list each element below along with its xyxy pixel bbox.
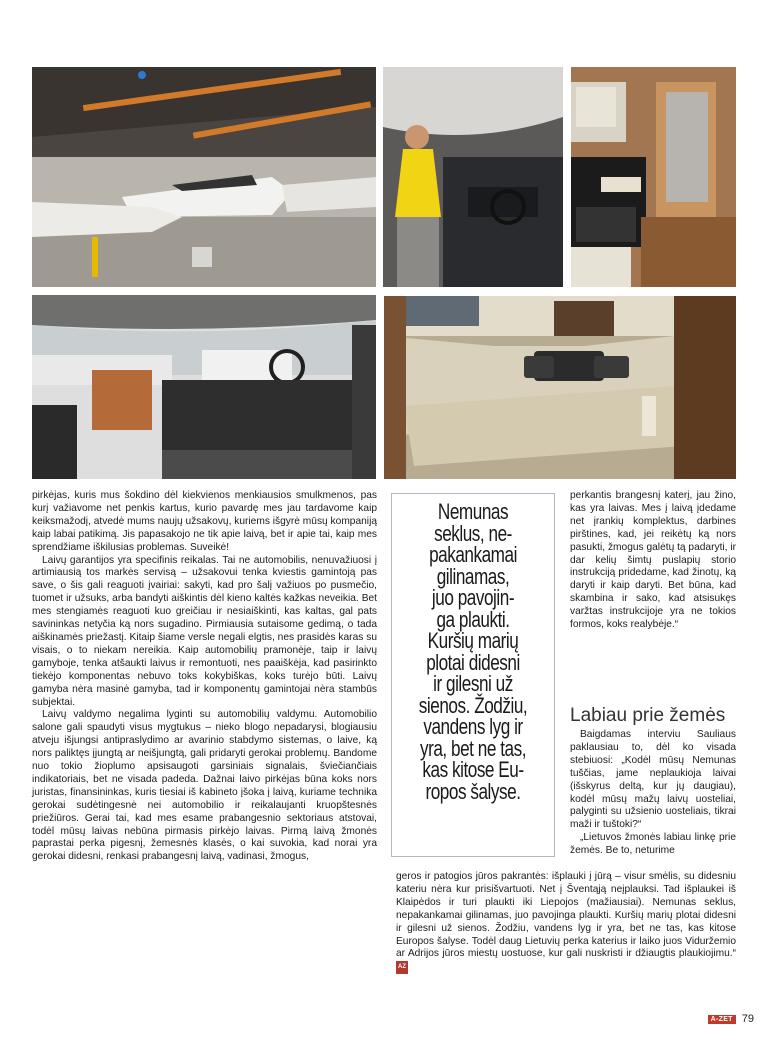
- section-subheading: Labiau prie žemės: [570, 705, 726, 726]
- article-column-3: [570, 490, 736, 632]
- shipyard-hall-photo: [32, 67, 376, 287]
- paragraph: pirkėjas, kuris mus šokdino dėl kiekvienos menkiausios smulkmenos, pas kurį važiavome net penkis kartus, kurio pavardę mes jau tardavome kaip keiksmažodį, atvedė mums naujų užsakovų, kuriems išgyrė mūsų kompaniją kaip labai patikimą. Jis papasakojo ne tik apie laivą, bet ir apie tai, kaip mes sprendžiame iškilusias problemas. Suveikė!: [32, 490, 377, 553]
- pull-quote-line: ga plaukti.: [436, 606, 510, 632]
- pull-quote-line: Kuršių marių: [427, 628, 519, 653]
- paragraph: Laivų valdymo negalima lyginti su automobilių valdymu. Automobilio salone gali spaudyti visus mygtukus – nieko blogo nepadarysi, blogiausiu atveju išjungsi antipraslydimo ar avarinio stabdymo sistemas, o laive, ką nors paliktęs įjungtą ar neišjungtą, gali pridaryti gerokai problemų. Bandome nuo tokio žioplumo apsisaugoti garsiniais signalais, šviečiančiais indikatoriais, bet ne visada padeda. Dažnai laivo pirkėjas būna koks nors juristas, finansininkas, kuris tiesiai iš kabineto įšoka į laivą, kuriame technika gerokai sudėtingesnė nei automobilio ir reikalaujanti kruopštesnės priežiūros. Gerai tai, kad mes esame prabangesnio sektoriaus atstovai, todėl mūsų laivas nebūna pirmasis pirkėjo laivas. Pirmą laivą žmonės paprastai perka pigesnį, žemesnės klasės, o kai suvokia, kad norai yra gerokai didesni, renkasi prabangesnį laivą, vadinasi, žmogus,: [32, 709, 377, 863]
- article-column-1: [32, 490, 377, 864]
- end-mark-icon: AZ: [396, 961, 408, 974]
- pull-quote-line: yra, bet ne tas,: [419, 735, 527, 761]
- paragraph: Laivų garantijos yra specifinis reikalas. Tai ne automobilis, nenuvažiuosi į artimiausią tos markės servisą – užsakovui tenka kviestis gamintoją pas save, o šis gali reaguoti įvairiai: sakyti, kad pro šalį važiuos po pusmečio, tuomet ir užsuks, arba bandyti aiškintis dėl kieno kaltės kažkas neveikia. Bet mes stengiamės reaguoti kuo greičiau ir nesiaiškinti, kas kaltas, gal pats savininkas netyčia ką nors sugadino. Pirmiausia sutaisome gedimą, o tada aiškinamės priežastį. Kitaip šiame versle negali elgtis, nes prasidės karas su visais, o to niekam nereikia. Kaip automobilių pramonėje, taip ir laivų gamyboje, tenka atšaukti laivus ir remontuoti, nes paaiškėja, kad pasirinkto tiekėjo komponentas nebuvo toks kokybiškas, koks turėjo būti. Laivų gamyba nėra masinė gamyba, tad ir komponentų gamintojai nėra stambūs subjektai.: [32, 554, 377, 708]
- pull-quote-line: gilinamas,: [436, 563, 510, 589]
- pull-quote-line: Nemunas: [437, 499, 509, 524]
- pull-quote-line: sienos. Žodžiu,: [418, 692, 528, 718]
- pull-quote-line: seklus, ne-: [434, 520, 512, 546]
- pull-quote-line: ropos šalyse.: [425, 778, 521, 804]
- pull-quote-line: ir gilesni už: [433, 671, 513, 696]
- paragraph: geros ir patogios jūros pakrantės: išplauki į jūrą – visur smėlis, su didesniu kateriu nėra kur prisišvartuoti. Net į Šventąją neįplauksi. Tad išplaukei iš Klaipėdos ir turi plaukti iki Liepojos (mažiausiai). Nemunas seklus, nepakankamai gilinamas, juo pavojinga plaukti. Kuršių marių plotai didesni ir gilesni už sienos. Žodžiu, vandens lyg ir yra, bet ne tas, kas kitose Europos šalyse. Todėl daug Lietuvių perka katerius ir laiko juos Viduržemio ar Adrijos jūros miestų uostuose, kur gali nuskristi ir džiaugtis plaukiojimu.“ AZ: [396, 871, 736, 975]
- page-number: 79: [741, 1013, 754, 1025]
- article-column-3-section: [570, 705, 736, 858]
- cabin-bed-photo: [384, 296, 736, 479]
- pull-quote-line: pakankamai: [429, 542, 517, 567]
- pull-quote-line: vandens lyg ir: [423, 714, 523, 739]
- page-footer: [708, 1013, 754, 1025]
- paragraph: perkantis brangesnį katerį, jau žino, kas yra laivas. Mes į laivą įdedame net įrankių komplektus, darbines pirštines, kad, jei reikėtų ką nors pasukti, žmogus galėtų tą padaryti, ir dar kelių šimtų puslapių storio instrukciją pridedame, kad žinotų, ką daryti ir kaip daryti. Bet būna, kad skambina ir sako, kad atsisukęs varžtas instrukcijoje yra ne tokios formos, koks realybėje.“: [570, 490, 736, 631]
- paragraph: Baigdamas interviu Sauliaus paklausiau to, dėl ko visada stebiuosi: „Kodėl mūsų Nemunas tuščias, jame neplaukioja laivai (išskyrus deltą, kur jų daugiau), kodėl mūsų mažų laivų uosteliai, palyginti su užsienio uosteliais, tikrai maži ir tuštoki?“: [570, 729, 736, 831]
- pull-quote: [391, 493, 555, 857]
- article-closing-paragraph: [396, 871, 736, 975]
- magazine-logo: A-ZET: [708, 1015, 736, 1024]
- galley-interior-photo: [571, 67, 736, 287]
- cockpit-helm-photo: [32, 295, 376, 479]
- pull-quote-line: juo pavojin-: [431, 585, 515, 610]
- pull-quote-line: kas kitose Eu-: [422, 757, 524, 782]
- man-at-helm-photo: [383, 67, 563, 287]
- pull-quote-line: plotai didesni: [426, 649, 520, 675]
- paragraph: „Lietuvos žmonės labiau linkę prie žemės. Be to, neturime: [570, 832, 736, 857]
